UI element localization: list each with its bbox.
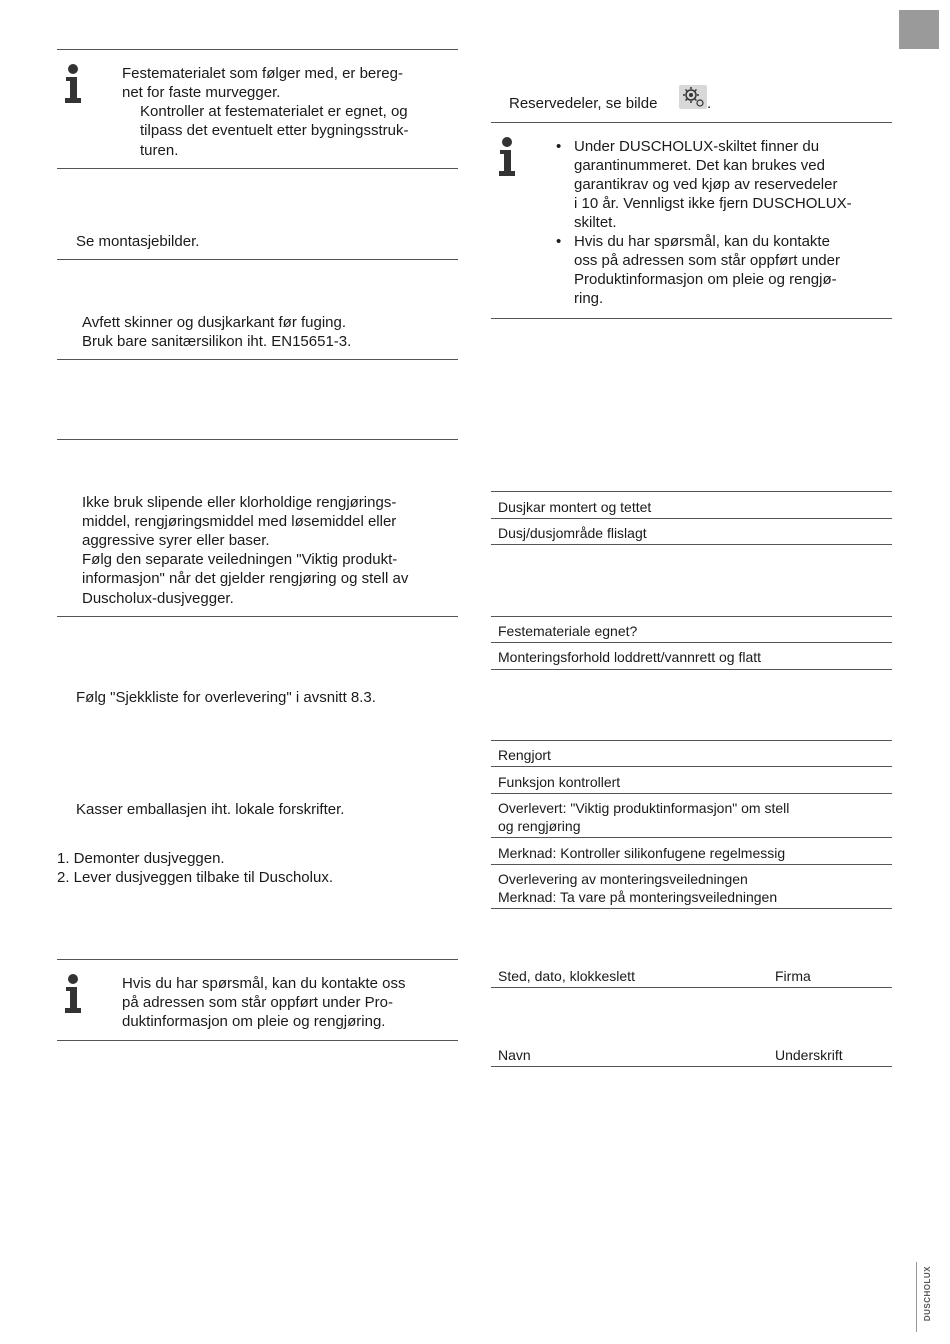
bullet-line: garantinummeret. Det kan brukes ved	[574, 157, 825, 174]
divider	[57, 439, 458, 440]
divider	[491, 318, 892, 319]
bullet-line: • Hvis du har spørsmål, kan du kontakte	[574, 233, 830, 250]
bullet-line: ring.	[574, 290, 604, 307]
checklist-label: Rengjort	[498, 747, 551, 763]
rengjoring-text-line: Duscholux-dusjvegger.	[82, 590, 234, 607]
bullet-line: skiltet.	[574, 214, 617, 231]
checklist-label: Overlevert: "Viktig produktinformasjon" om stell	[498, 800, 790, 816]
checklist-label: Funksjon kontrollert	[498, 774, 621, 790]
checklist-label: Merknad: Kontroller silikonfugene regelmessig	[498, 845, 786, 861]
checklist-row	[491, 741, 892, 767]
name-label: Navn	[498, 1047, 531, 1063]
divider	[57, 168, 458, 169]
checklist-row	[491, 767, 892, 794]
info-bullet-list	[556, 137, 852, 308]
montasje-text: Se montasjebilder.	[76, 233, 200, 250]
info-text-line: turen.	[140, 142, 179, 159]
divider	[57, 359, 458, 360]
bullet-line: • Under DUSCHOLUX-skiltet finner du	[574, 138, 820, 155]
checklist-row	[491, 865, 892, 909]
bullet-line: Produktinformasjon om pleie og rengjø-	[574, 271, 837, 288]
divider	[57, 1040, 458, 1041]
checklist-label: Overlevering av monteringsveiledningen	[498, 871, 748, 887]
brand-wordmark: DUSCHOLUX	[923, 1266, 932, 1322]
rengjoring-text-line: Ikke bruk slipende eller klorholdige rengjørings-	[82, 494, 397, 511]
info-icon	[64, 64, 82, 108]
rengjoring-text-line: aggressive syrer eller baser.	[82, 532, 270, 549]
rengjoring-text-line: Følg den separate veiledningen "Viktig produkt-	[82, 551, 398, 568]
bullet-line: garantikrav og ved kjøp av reservedeler	[574, 176, 838, 193]
checklist-label: Monteringsforhold loddrett/vannrett og flatt	[498, 649, 762, 665]
overlevering-text: Følg "Sjekkliste for overlevering" i avsnitt 8.3.	[76, 689, 376, 706]
info-icon	[498, 137, 516, 181]
info-text-line: Hvis du har spørsmål, kan du kontakte oss	[122, 975, 406, 992]
place-date-label: Sted, dato, klokkeslett	[498, 968, 635, 984]
list-item	[556, 232, 852, 308]
checklist-row	[491, 794, 892, 838]
company-label: Firma	[775, 968, 811, 984]
list-item	[556, 137, 852, 232]
spare-parts-gear-icon	[679, 85, 707, 109]
fuging-text-line: Bruk bare sanitærsilikon iht. EN15651-3.	[82, 333, 352, 350]
checklist-label: og rengjøring	[498, 818, 581, 834]
checklist-row	[491, 492, 892, 519]
checklist-row	[491, 617, 892, 643]
checklist-row	[491, 838, 892, 865]
info-text-line: Festematerialet som følger med, er bereg-	[122, 65, 403, 82]
checklist-label: Merknad: Ta vare på monteringsveiledningen	[498, 889, 778, 905]
bullet-line: i 10 år. Vennligst ikke fjern DUSCHOLUX-	[574, 195, 852, 212]
fuging-text-line: Avfett skinner og dusjkarkant før fuging.	[82, 314, 347, 331]
info-text-line: tilpass det eventuelt etter bygningsstruk-	[140, 122, 409, 139]
divider	[57, 259, 458, 260]
divider	[491, 122, 892, 123]
duscholux-logo	[912, 1262, 936, 1332]
page-tab-marker	[899, 10, 939, 49]
emballasje-text: Kasser emballasjen iht. lokale forskrifter.	[76, 801, 345, 818]
info-icon	[64, 974, 82, 1018]
signature-line	[491, 1066, 892, 1067]
checklist-label: Festemateriale egnet?	[498, 623, 638, 639]
info-text-line: Kontroller at festematerialet er egnet, og	[140, 103, 408, 120]
list-item: 1. Demonter dusjveggen.	[57, 850, 225, 867]
checklist-row	[491, 643, 892, 670]
signature-line	[491, 987, 892, 988]
info-text-line: duktinformasjon om pleie og rengjøring.	[122, 1013, 386, 1030]
checklist-label: Dusj/dusjområde flislagt	[498, 525, 647, 541]
divider	[57, 959, 458, 960]
divider	[57, 616, 458, 617]
signature-label: Underskrift	[775, 1047, 843, 1063]
info-text-line: net for faste murvegger.	[122, 84, 281, 101]
divider	[57, 49, 458, 50]
checklist-row	[491, 519, 892, 545]
bullet-line: oss på adressen som står oppført under	[574, 252, 840, 269]
reservedeler-text: Reservedeler, se bilde	[509, 95, 658, 112]
list-item: 2. Lever dusjveggen tilbake til Duscholux.	[57, 869, 333, 886]
rengjoring-text-line: middel, rengjøringsmiddel med løsemiddel eller	[82, 513, 397, 530]
info-text-line: på adressen som står oppført under Pro-	[122, 994, 393, 1011]
checklist-label: Dusjkar montert og tettet	[498, 499, 652, 515]
reservedeler-period: .	[707, 95, 712, 112]
rengjoring-text-line: informasjon" når det gjelder rengjøring og stell av	[82, 570, 409, 587]
